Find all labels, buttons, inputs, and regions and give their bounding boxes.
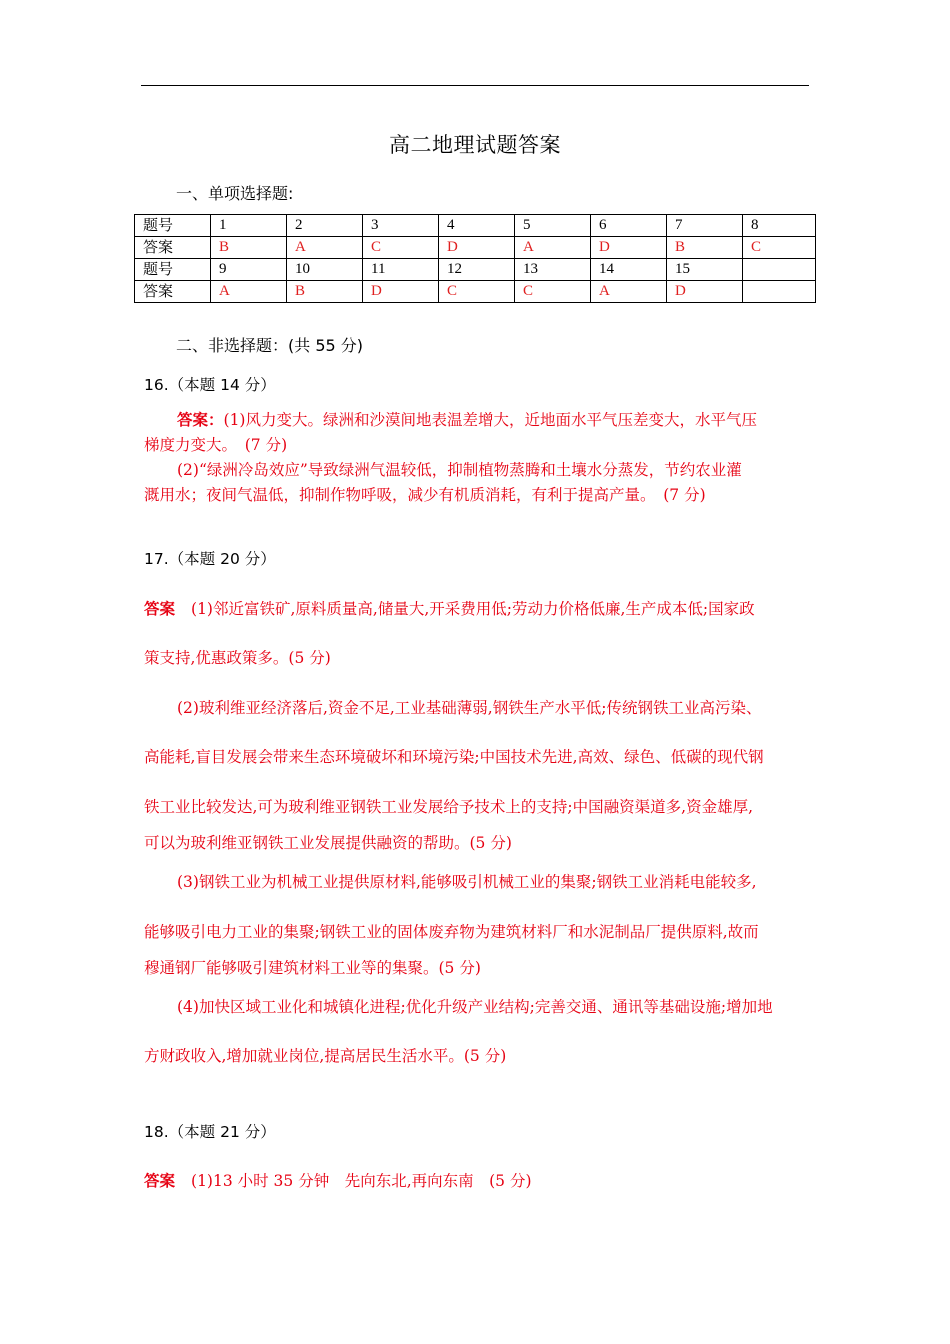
answer-label: 答案 (144, 1172, 176, 1190)
question-number: 10 (287, 259, 363, 281)
question-number: 15 (667, 259, 743, 281)
table-row (135, 259, 816, 281)
header-rule (141, 85, 809, 86)
q17-answer-line: 方财政收入,增加就业岗位,提高居民生活水平。(5 分) (144, 1047, 507, 1065)
question-number: 6 (591, 215, 667, 237)
answer-cell: B (287, 281, 363, 303)
question-number: 3 (363, 215, 439, 237)
answer-cell: B (211, 237, 287, 259)
question-number: 11 (363, 259, 439, 281)
question-17-heading: 17.（本题 20 分） (144, 550, 276, 568)
answer-cell: C (363, 237, 439, 259)
q17-answer-line: (4)加快区域工业化和城镇化进程;优化升级产业结构;完善交通、通讯等基础设施;增加地 (177, 998, 773, 1016)
answer-cell: D (591, 237, 667, 259)
answer-cell: B (667, 237, 743, 259)
answer-cell: C (515, 281, 591, 303)
section-heading-free-response: 二、非选择题：(共 55 分) (176, 336, 364, 355)
q17-answer-line: 铁工业比较发达,可为玻利维亚钢铁工业发展给予技术上的支持;中国融资渠道多,资金雄厚, (144, 798, 754, 816)
q17-answer-line: (2)玻利维亚经济落后,资金不足,工业基础薄弱,钢铁生产水平低;传统钢铁工业高污染、 (177, 699, 762, 717)
q16-answer-line: 溉用水；夜间气温低，抑制作物呼吸，减少有机质消耗，有利于提高产量。 (7 分) (144, 486, 706, 504)
question-number: 2 (287, 215, 363, 237)
q17-answer-line: (3)钢铁工业为机械工业提供原材料,能够吸引机械工业的集聚;钢铁工业消耗电能较多, (177, 873, 757, 891)
q17-answer-line: 穆通钢厂能够吸引建筑材料工业等的集聚。(5 分) (144, 959, 481, 977)
question-number: 7 (667, 215, 743, 237)
answer-cell: D (439, 237, 515, 259)
question-number: 13 (515, 259, 591, 281)
question-number: 1 (211, 215, 287, 237)
q17-answer-line: 高能耗,盲目发展会带来生态环境破坏和环境污染;中国技术先进,高效、绿色、低碳的现代钢 (144, 748, 764, 766)
answer-cell: A (287, 237, 363, 259)
q17-answer-line: 可以为玻利维亚钢铁工业发展提供融资的帮助。(5 分) (144, 834, 512, 852)
question-number (743, 259, 816, 281)
q16-answer-line: 答案：(1)风力变大。绿洲和沙漠间地表温差增大，近地面水平气压差变大，水平气压 (177, 411, 757, 429)
answer-label: 答案： (177, 411, 224, 429)
row-label: 答案 (135, 237, 211, 259)
question-number: 12 (439, 259, 515, 281)
answer-cell: D (667, 281, 743, 303)
question-number: 8 (743, 215, 816, 237)
question-number: 9 (211, 259, 287, 281)
question-number: 5 (515, 215, 591, 237)
row-label: 题号 (135, 259, 211, 281)
q16-answer-line: (2)“绿洲冷岛效应”导致绿洲气温较低，抑制植物蒸腾和土壤水分蒸发，节约农业灌 (177, 461, 742, 479)
q17-answer-line: 能够吸引电力工业的集聚;钢铁工业的固体废弃物为建筑材料厂和水泥制品厂提供原料,故而 (144, 923, 759, 941)
answer-cell (743, 281, 816, 303)
q17-answer-line: 策支持,优惠政策多。(5 分) (144, 649, 331, 667)
table-row (135, 281, 816, 303)
answer-cell: C (743, 237, 816, 259)
row-label: 答案 (135, 281, 211, 303)
answer-cell: A (591, 281, 667, 303)
page-title: 高二地理试题答案 (389, 133, 561, 157)
question-18-heading: 18.（本题 21 分） (144, 1123, 276, 1141)
question-number: 14 (591, 259, 667, 281)
q16-answer-line: 梯度力变大。 (7 分) (144, 436, 288, 454)
answer-cell: A (211, 281, 287, 303)
q18-answer-line: 答案 (1)13 小时 35 分钟 先向东北,再向东南 (5 分) (144, 1172, 532, 1190)
row-label: 题号 (135, 215, 211, 237)
q17-answer-line: 答案 (1)邻近富铁矿,原料质量高,储量大,开采费用低;劳动力价格低廉,生产成本低;国家政 (144, 600, 755, 618)
table-row (135, 237, 816, 259)
question-16-heading: 16.（本题 14 分） (144, 376, 276, 394)
answer-cell: A (515, 237, 591, 259)
answer-cell: C (439, 281, 515, 303)
answer-table (134, 214, 816, 303)
question-number: 4 (439, 215, 515, 237)
answer-cell: D (363, 281, 439, 303)
section-heading-multiple-choice: 一、单项选择题: (176, 184, 294, 203)
answer-label: 答案 (144, 600, 176, 618)
table-row (135, 215, 816, 237)
